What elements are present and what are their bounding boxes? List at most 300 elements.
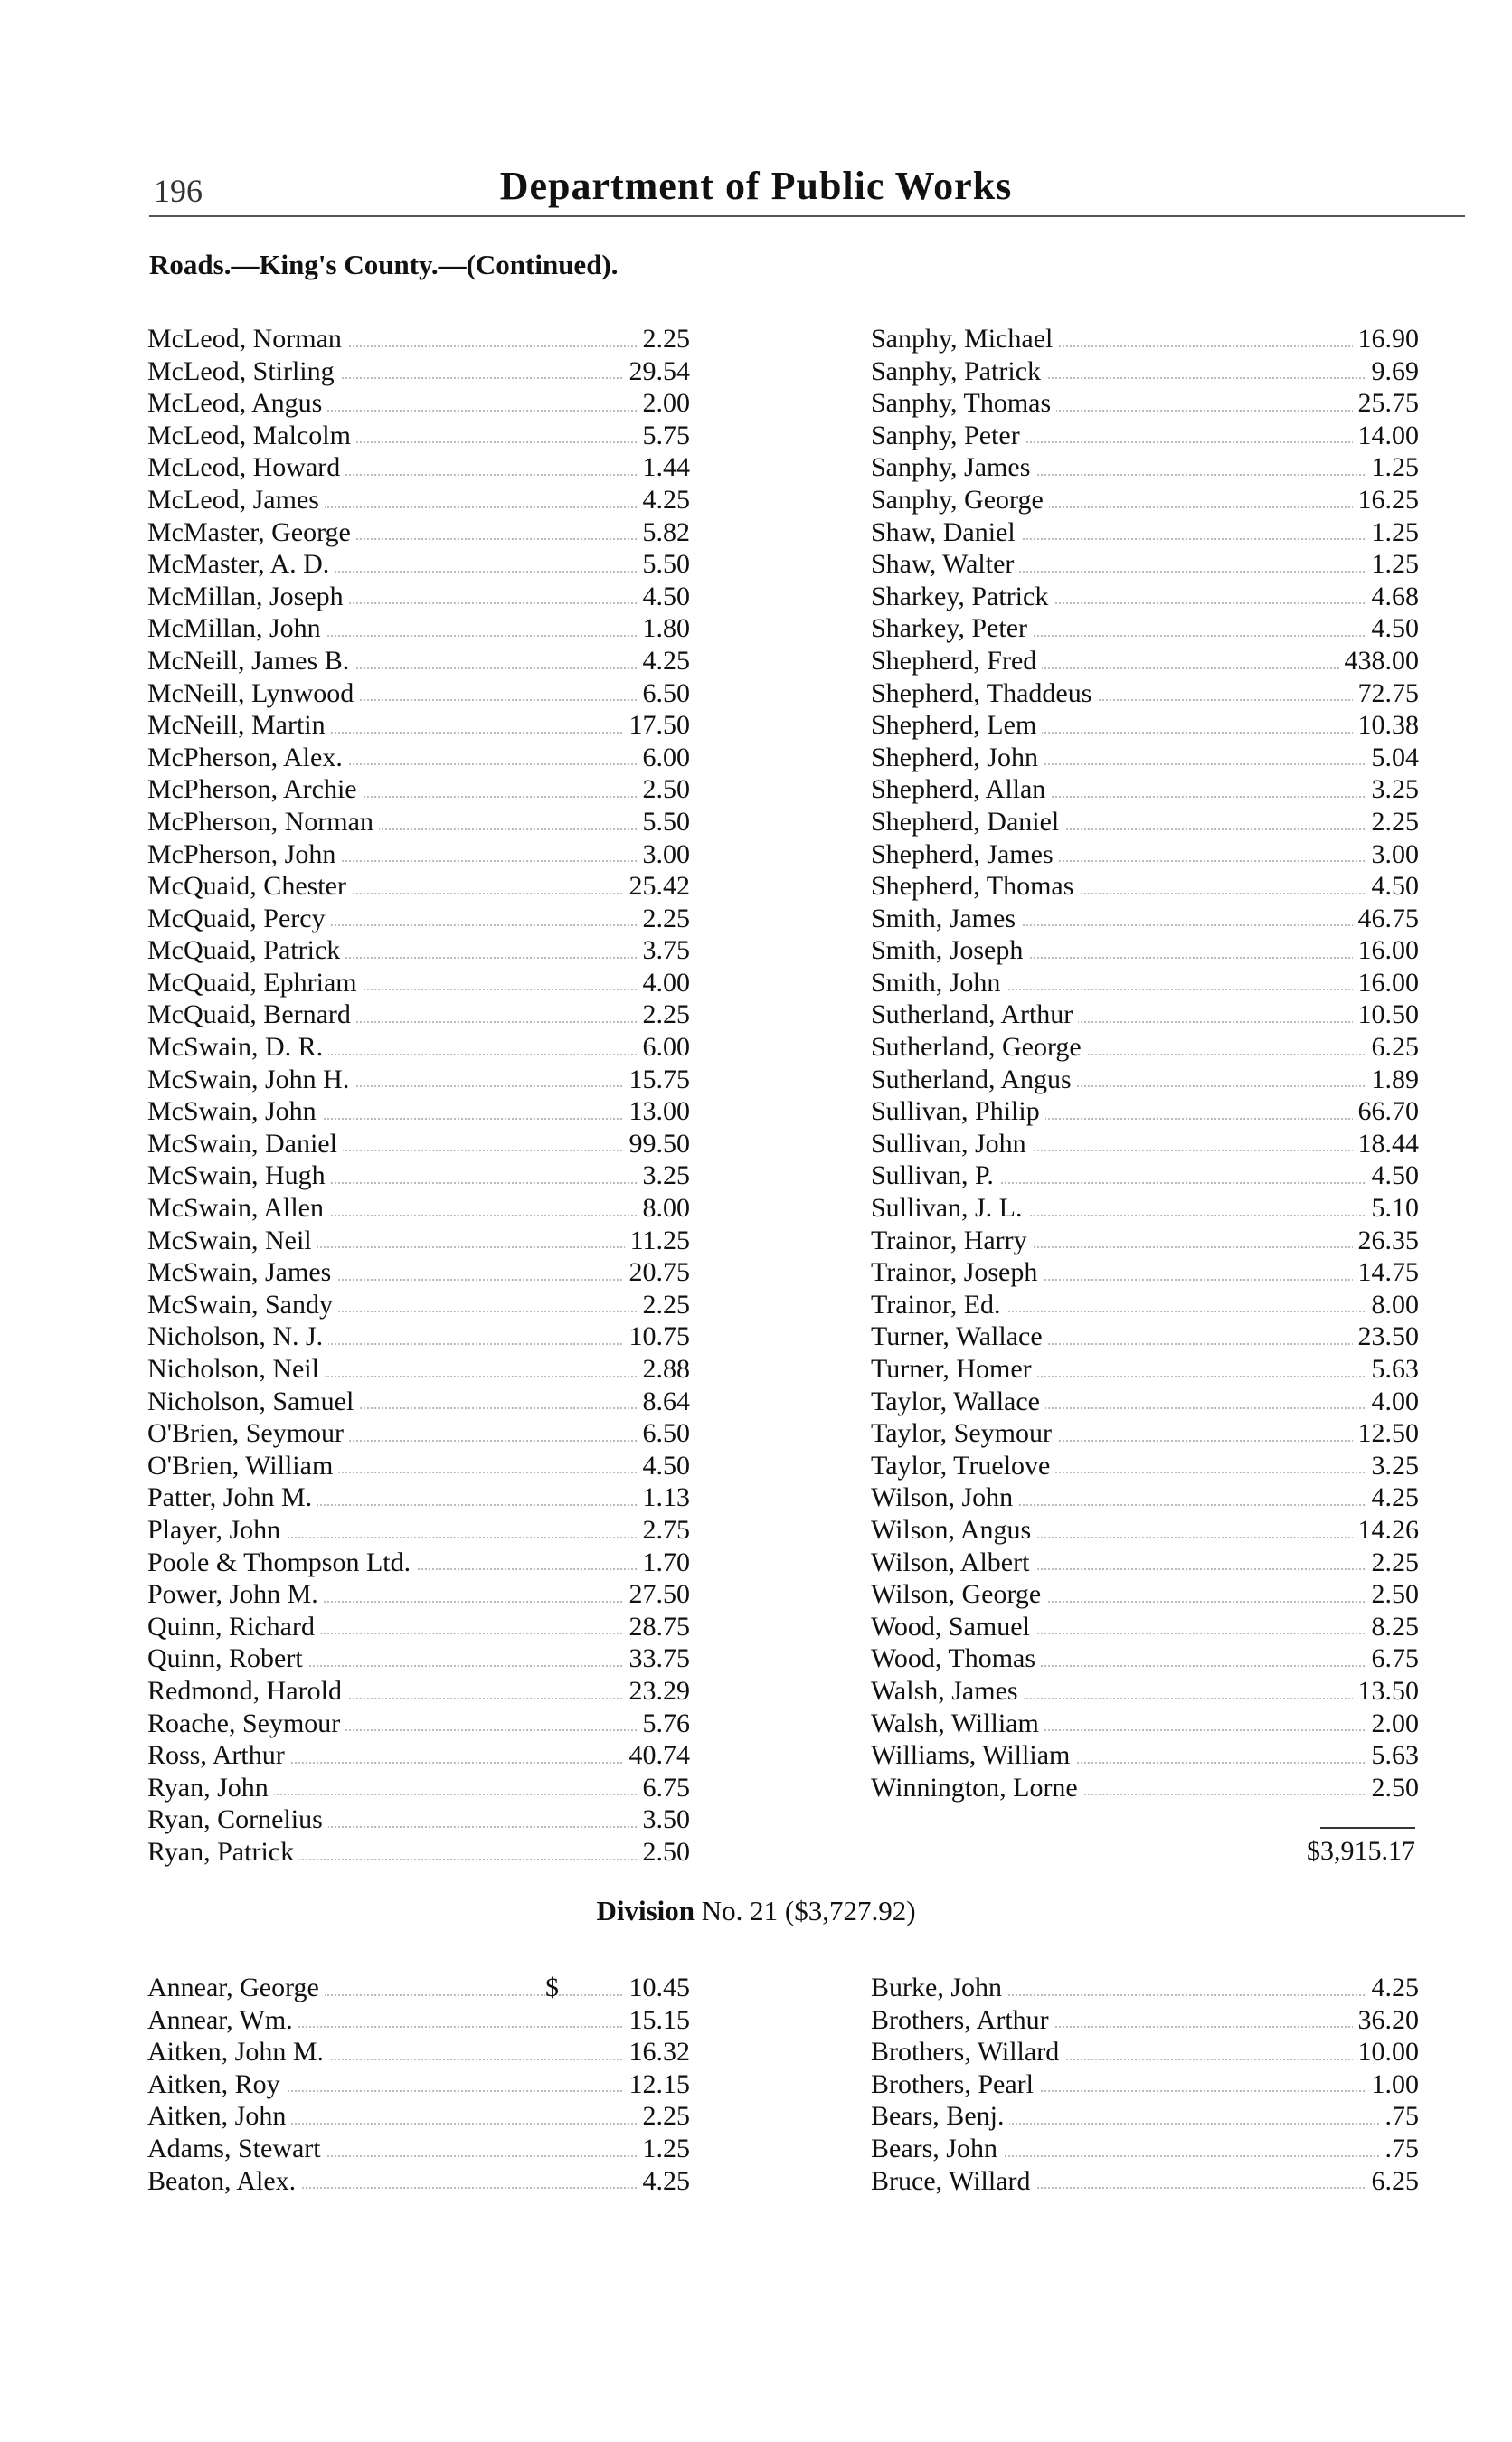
list-item: [871, 1095, 1419, 1128]
list-item: [147, 709, 690, 742]
division-number: No. 21 ($3,727.92): [701, 1895, 916, 1926]
list-item: [871, 1611, 1419, 1643]
list-item: [871, 1353, 1419, 1386]
right-column-list: [871, 323, 1419, 1803]
list-item: [871, 1708, 1419, 1740]
entry-name: Wilson, Angus: [871, 1514, 1036, 1547]
list-item: [871, 2133, 1419, 2165]
entry-amount: 1.25: [1366, 451, 1420, 484]
entry-amount: 2.25: [638, 903, 691, 935]
entry-name: Sanphy, Michael: [871, 323, 1058, 355]
entry-name: Wilson, John: [871, 1481, 1018, 1514]
entry-name: Trainor, Ed.: [871, 1289, 1006, 1321]
list-item: [147, 355, 690, 388]
entry-amount: 2.25: [1366, 1547, 1420, 1579]
entry-name: Sullivan, J. L.: [871, 1192, 1028, 1225]
entry-amount: 26.35: [1353, 1225, 1420, 1257]
list-item: [871, 2100, 1419, 2133]
entry-name: Nicholson, Samuel: [147, 1386, 359, 1418]
list-item: [147, 967, 690, 999]
division-label: Division: [596, 1895, 695, 1926]
entry-name: Nicholson, Neil: [147, 1353, 325, 1386]
list-item: [871, 677, 1419, 710]
entry-name: McSwain, Daniel: [147, 1128, 343, 1160]
entry-amount: 2.50: [1366, 1578, 1420, 1611]
entry-amount: 10.75: [624, 1320, 691, 1353]
entry-amount: 15.15: [624, 2004, 691, 2037]
entry-amount: 6.00: [638, 742, 691, 774]
entry-name: McQuaid, Patrick: [147, 934, 345, 967]
entry-amount: 14.26: [1353, 1514, 1420, 1547]
entry-name: Power, John M.: [147, 1578, 324, 1611]
entry-name: Williams, William: [871, 1739, 1075, 1772]
entry-amount: 6.25: [1366, 1031, 1420, 1064]
list-item: [147, 1159, 690, 1192]
entry-amount: 2.50: [638, 773, 691, 806]
entry-name: Smith, Joseph: [871, 934, 1028, 967]
list-item: [871, 1675, 1419, 1708]
entry-amount: 2.25: [638, 323, 691, 355]
entry-amount: 3.25: [1366, 1450, 1420, 1482]
entry-amount: 3.00: [1366, 838, 1420, 871]
entry-amount: 4.68: [1366, 581, 1420, 613]
entry-name: Player, John: [147, 1514, 286, 1547]
list-item: [147, 1642, 690, 1675]
list-item: [871, 1256, 1419, 1289]
entry-name: Brothers, Pearl: [871, 2068, 1039, 2101]
entry-name: McQuaid, Chester: [147, 870, 352, 903]
entry-name: Quinn, Richard: [147, 1611, 320, 1643]
entry-amount: 2.00: [638, 387, 691, 420]
entry-name: Sutherland, George: [871, 1031, 1087, 1064]
list-item: [871, 1972, 1419, 2004]
list-item: [147, 1836, 690, 1869]
list-item: [871, 645, 1419, 677]
list-item: [871, 709, 1419, 742]
list-item: [147, 1320, 690, 1353]
entry-name: McMillan, John: [147, 612, 326, 645]
entry-amount: 16.90: [1353, 323, 1420, 355]
list-item: [147, 1031, 690, 1064]
entry-amount: 10.45: [624, 1972, 691, 2004]
entry-name: Wilson, George: [871, 1578, 1046, 1611]
list-item: [147, 1289, 690, 1321]
entry-name: Shepherd, Lem: [871, 709, 1042, 742]
list-item: [147, 773, 690, 806]
entry-amount: 17.50: [624, 709, 691, 742]
entry-name: Bears, John: [871, 2133, 1003, 2165]
list-item: [871, 1642, 1419, 1675]
entry-name: Sullivan, P.: [871, 1159, 999, 1192]
entry-amount: 438.00: [1339, 645, 1420, 677]
list-item: [871, 934, 1419, 967]
list-item: [871, 838, 1419, 871]
entry-amount: 3.25: [638, 1159, 691, 1192]
entry-amount: 8.25: [1366, 1611, 1420, 1643]
header-rule: [149, 215, 1465, 217]
list-item: [147, 999, 690, 1031]
list-item: [147, 1611, 690, 1643]
list-item: [871, 1159, 1419, 1192]
list-item: [871, 1320, 1419, 1353]
entry-amount: 5.63: [1366, 1739, 1420, 1772]
entry-amount: 16.00: [1353, 934, 1420, 967]
entry-amount: 5.82: [638, 516, 691, 549]
entry-amount: 25.75: [1353, 387, 1420, 420]
list-item: [147, 1708, 690, 1740]
entry-name: Sharkey, Patrick: [871, 581, 1054, 613]
list-item: [147, 2165, 690, 2198]
entry-amount: 13.00: [624, 1095, 691, 1128]
list-item: [147, 742, 690, 774]
entry-amount: 11.25: [625, 1225, 690, 1257]
entry-name: Sutherland, Angus: [871, 1064, 1077, 1096]
entry-amount: 5.50: [638, 548, 691, 581]
entry-name: McMaster, George: [147, 516, 356, 549]
entry-name: Poole & Thompson Ltd.: [147, 1547, 416, 1579]
entry-amount: 4.25: [638, 2165, 691, 2198]
entry-name: McMaster, A. D.: [147, 548, 335, 581]
entry-amount: 13.50: [1353, 1675, 1420, 1708]
list-item: [871, 1225, 1419, 1257]
entry-amount: 8.64: [638, 1386, 691, 1418]
list-item: [147, 903, 690, 935]
entry-amount: 12.50: [1353, 1417, 1420, 1450]
entry-amount: 4.50: [638, 581, 691, 613]
entry-amount: 3.00: [638, 838, 691, 871]
entry-amount: 33.75: [624, 1642, 691, 1675]
entry-name: McLeod, Howard: [147, 451, 345, 484]
entry-amount: 1.70: [638, 1547, 691, 1579]
entry-amount: 6.75: [1366, 1642, 1420, 1675]
entry-name: O'Brien, Seymour: [147, 1417, 349, 1450]
entry-amount: 4.50: [1366, 1159, 1420, 1192]
entry-name: Adams, Stewart: [147, 2133, 326, 2165]
entry-name: Roache, Seymour: [147, 1708, 345, 1740]
entry-name: Sanphy, James: [871, 451, 1035, 484]
entry-name: Patter, John M.: [147, 1481, 317, 1514]
entry-amount: 16.32: [624, 2036, 691, 2068]
list-item: [871, 581, 1419, 613]
list-item: [147, 2036, 690, 2068]
list-item: [147, 1095, 690, 1128]
entry-amount: 6.50: [638, 1417, 691, 1450]
entry-amount: 4.25: [1366, 1972, 1420, 2004]
entry-name: McLeod, Norman: [147, 323, 347, 355]
entry-name: Brothers, Willard: [871, 2036, 1064, 2068]
entry-name: McSwain, James: [147, 1256, 336, 1289]
list-item: [871, 773, 1419, 806]
list-item: [147, 1578, 690, 1611]
entry-name: Bruce, Willard: [871, 2165, 1036, 2198]
list-item: [871, 451, 1419, 484]
page-number: 196: [154, 173, 203, 209]
entry-name: Smith, John: [871, 967, 1006, 999]
entry-name: Burke, John: [871, 1972, 1007, 2004]
entry-name: Shepherd, Thaddeus: [871, 677, 1097, 710]
entry-name: Wilson, Albert: [871, 1547, 1035, 1579]
entry-name: Wood, Thomas: [871, 1642, 1041, 1675]
list-item: [147, 1675, 690, 1708]
list-item: [147, 387, 690, 420]
entry-name: McQuaid, Percy: [147, 903, 331, 935]
entry-amount: 3.25: [1366, 773, 1420, 806]
entry-name: Shepherd, James: [871, 838, 1059, 871]
entry-name: Sanphy, Thomas: [871, 387, 1056, 420]
entry-amount: 4.50: [1366, 612, 1420, 645]
entry-name: McPherson, Norman: [147, 806, 379, 838]
entry-amount: .75: [1380, 2100, 1420, 2133]
entry-amount: 3.50: [638, 1803, 691, 1836]
list-item: [147, 612, 690, 645]
list-item: [147, 2068, 690, 2101]
entry-amount: 72.75: [1353, 677, 1420, 710]
list-item: [147, 1514, 690, 1547]
division-right-list: [871, 1972, 1419, 2197]
left-column-list: [147, 323, 690, 1869]
list-item: [147, 323, 690, 355]
list-item: [147, 1353, 690, 1386]
entry-amount: 2.25: [638, 2100, 691, 2133]
entry-amount: 46.75: [1353, 903, 1420, 935]
list-item: [871, 1547, 1419, 1579]
list-item: [147, 581, 690, 613]
list-item: [871, 1514, 1419, 1547]
list-item: [147, 516, 690, 549]
list-item: [871, 2068, 1419, 2101]
entry-amount: 4.25: [1366, 1481, 1420, 1514]
list-item: [147, 484, 690, 516]
entry-amount: 10.50: [1353, 999, 1420, 1031]
entry-name: Shaw, Daniel: [871, 516, 1021, 549]
list-item: [871, 1481, 1419, 1514]
list-item: [871, 420, 1419, 452]
list-item: [871, 323, 1419, 355]
list-item: [147, 1064, 690, 1096]
division-heading: [0, 1895, 1512, 1927]
entry-amount: 4.25: [638, 484, 691, 516]
entry-amount: 5.50: [638, 806, 691, 838]
entry-amount: 1.25: [1366, 548, 1420, 581]
entry-name: McSwain, Sandy: [147, 1289, 338, 1321]
entry-amount: 6.00: [638, 1031, 691, 1064]
entry-amount: 25.42: [624, 870, 691, 903]
entry-name: Walsh, William: [871, 1708, 1044, 1740]
entry-amount: 1.44: [638, 451, 691, 484]
entry-name: Sullivan, Philip: [871, 1095, 1045, 1128]
entry-name: McLeod, Stirling: [147, 355, 340, 388]
list-item: [871, 1578, 1419, 1611]
list-item: [871, 806, 1419, 838]
list-item: [871, 1450, 1419, 1482]
entry-amount: 5.76: [638, 1708, 691, 1740]
list-item: [871, 1192, 1419, 1225]
entry-amount: 23.50: [1353, 1320, 1420, 1353]
entry-name: Sanphy, Peter: [871, 420, 1025, 452]
page-title: Department of Public Works: [499, 164, 1013, 208]
entry-amount: 18.44: [1353, 1128, 1420, 1160]
entry-amount: .75: [1380, 2133, 1420, 2165]
entry-amount: 4.50: [638, 1450, 691, 1482]
entry-name: Ross, Arthur: [147, 1739, 290, 1772]
entry-name: Beaton, Alex.: [147, 2165, 301, 2198]
list-item: [871, 516, 1419, 549]
list-item: [871, 2165, 1419, 2198]
entry-name: Shepherd, Allan: [871, 773, 1051, 806]
entry-name: Redmond, Harold: [147, 1675, 347, 1708]
entry-amount: 16.00: [1353, 967, 1420, 999]
entry-name: McMillan, Joseph: [147, 581, 349, 613]
entry-amount: 16.25: [1353, 484, 1420, 516]
entry-amount: 3.75: [638, 934, 691, 967]
entry-name: McPherson, Alex.: [147, 742, 348, 774]
entry-amount: 15.75: [624, 1064, 691, 1096]
entry-amount: 6.50: [638, 677, 691, 710]
list-item: [147, 548, 690, 581]
list-item: [871, 1386, 1419, 1418]
entry-amount: 1.00: [1366, 2068, 1420, 2101]
entry-amount: 2.00: [1366, 1708, 1420, 1740]
entry-name: Shaw, Walter: [871, 548, 1019, 581]
list-item: [871, 355, 1419, 388]
list-item: [871, 903, 1419, 935]
list-item: [871, 1417, 1419, 1450]
list-item: [147, 1450, 690, 1482]
entry-amount: 1.25: [638, 2133, 691, 2165]
list-item: [147, 1225, 690, 1257]
entry-name: Quinn, Robert: [147, 1642, 308, 1675]
list-item: [147, 1547, 690, 1579]
entry-amount: 2.25: [1366, 806, 1420, 838]
entry-amount: 14.00: [1353, 420, 1420, 452]
entry-amount: 2.50: [638, 1836, 691, 1869]
entry-name: Shepherd, Thomas: [871, 870, 1079, 903]
entry-name: McNeill, Lynwood: [147, 677, 359, 710]
list-item: [147, 1972, 690, 2004]
entry-name: Ryan, Patrick: [147, 1836, 299, 1869]
entry-name: Bears, Benj.: [871, 2100, 1009, 2133]
list-item: [147, 451, 690, 484]
entry-name: Turner, Wallace: [871, 1320, 1048, 1353]
entry-name: McSwain, D. R.: [147, 1031, 328, 1064]
entry-amount: 6.75: [638, 1772, 691, 1804]
entry-amount: 2.88: [638, 1353, 691, 1386]
list-item: [147, 806, 690, 838]
entry-name: McSwain, John: [147, 1095, 322, 1128]
list-item: [871, 484, 1419, 516]
list-item: [147, 2133, 690, 2165]
entry-amount: 2.50: [1366, 1772, 1420, 1804]
list-item: [871, 999, 1419, 1031]
list-item: [147, 838, 690, 871]
list-item: [871, 967, 1419, 999]
entry-name: McQuaid, Bernard: [147, 999, 356, 1031]
entry-amount: 99.50: [624, 1128, 691, 1160]
list-item: [147, 2100, 690, 2133]
entry-name: Taylor, Truelove: [871, 1450, 1055, 1482]
list-item: [871, 870, 1419, 903]
entry-name: Sanphy, Patrick: [871, 355, 1046, 388]
entry-name: McNeill, James B.: [147, 645, 354, 677]
entry-name: McQuaid, Ephriam: [147, 967, 363, 999]
list-item: [147, 870, 690, 903]
entry-amount: 2.25: [638, 1289, 691, 1321]
entry-name: McLeod, Malcolm: [147, 420, 356, 452]
entry-name: McPherson, Archie: [147, 773, 363, 806]
list-item: [147, 2004, 690, 2037]
entry-name: Shepherd, Fred: [871, 645, 1042, 677]
division-left-list: [147, 1972, 690, 2197]
list-item: [147, 1739, 690, 1772]
entry-amount: 23.29: [624, 1675, 691, 1708]
entry-name: Annear, Wm.: [147, 2004, 298, 2037]
entry-amount: 4.00: [638, 967, 691, 999]
entry-name: Ryan, John: [147, 1772, 274, 1804]
entry-name: Shepherd, John: [871, 742, 1044, 774]
entry-amount: 10.38: [1353, 709, 1420, 742]
entry-amount: 20.75: [624, 1256, 691, 1289]
entry-amount: 5.04: [1366, 742, 1420, 774]
entry-name: Aitken, Roy: [147, 2068, 286, 2101]
list-item: [871, 742, 1419, 774]
entry-amount: 4.50: [1366, 870, 1420, 903]
list-item: [147, 1803, 690, 1836]
list-item: [871, 612, 1419, 645]
list-item: [147, 1481, 690, 1514]
entry-name: McPherson, John: [147, 838, 341, 871]
list-item: [871, 548, 1419, 581]
entry-name: McLeod, James: [147, 484, 325, 516]
list-item: [871, 1739, 1419, 1772]
entry-amount: 1.89: [1366, 1064, 1420, 1096]
entry-amount: 6.25: [1366, 2165, 1420, 2198]
list-item: [147, 1256, 690, 1289]
entry-amount: 29.54: [624, 355, 691, 388]
entry-name: Turner, Homer: [871, 1353, 1037, 1386]
entry-amount: 4.25: [638, 645, 691, 677]
entry-amount: 27.50: [624, 1578, 691, 1611]
entry-name: Brothers, Arthur: [871, 2004, 1054, 2037]
list-item: [147, 1192, 690, 1225]
list-item: [871, 1289, 1419, 1321]
entry-name: O'Brien, William: [147, 1450, 338, 1482]
list-item: [147, 1417, 690, 1450]
list-item: [871, 2004, 1419, 2037]
entry-amount: 36.20: [1353, 2004, 1420, 2037]
entry-amount: 2.75: [638, 1514, 691, 1547]
entry-name: Annear, George: [147, 1972, 325, 2004]
entry-name: Nicholson, N. J.: [147, 1320, 328, 1353]
entry-name: Sullivan, John: [871, 1128, 1032, 1160]
entry-name: McLeod, Angus: [147, 387, 327, 420]
entry-amount: 4.00: [1366, 1386, 1420, 1418]
entry-name: Taylor, Wallace: [871, 1386, 1045, 1418]
list-item: [871, 1772, 1419, 1804]
entry-name: Smith, James: [871, 903, 1021, 935]
entry-amount: 12.15: [624, 2068, 691, 2101]
entry-name: McNeill, Martin: [147, 709, 331, 742]
entry-amount: 2.25: [638, 999, 691, 1031]
entry-name: Wood, Samuel: [871, 1611, 1035, 1643]
entry-name: Walsh, James: [871, 1675, 1024, 1708]
entry-name: McSwain, Neil: [147, 1225, 317, 1257]
entry-name: Sutherland, Arthur: [871, 999, 1078, 1031]
section-title: Roads.—King's County.—(Continued).: [149, 249, 619, 280]
list-item: [871, 1128, 1419, 1160]
entry-amount: 66.70: [1353, 1095, 1420, 1128]
entry-name: McSwain, John H.: [147, 1064, 354, 1096]
entry-amount: 1.80: [638, 612, 691, 645]
